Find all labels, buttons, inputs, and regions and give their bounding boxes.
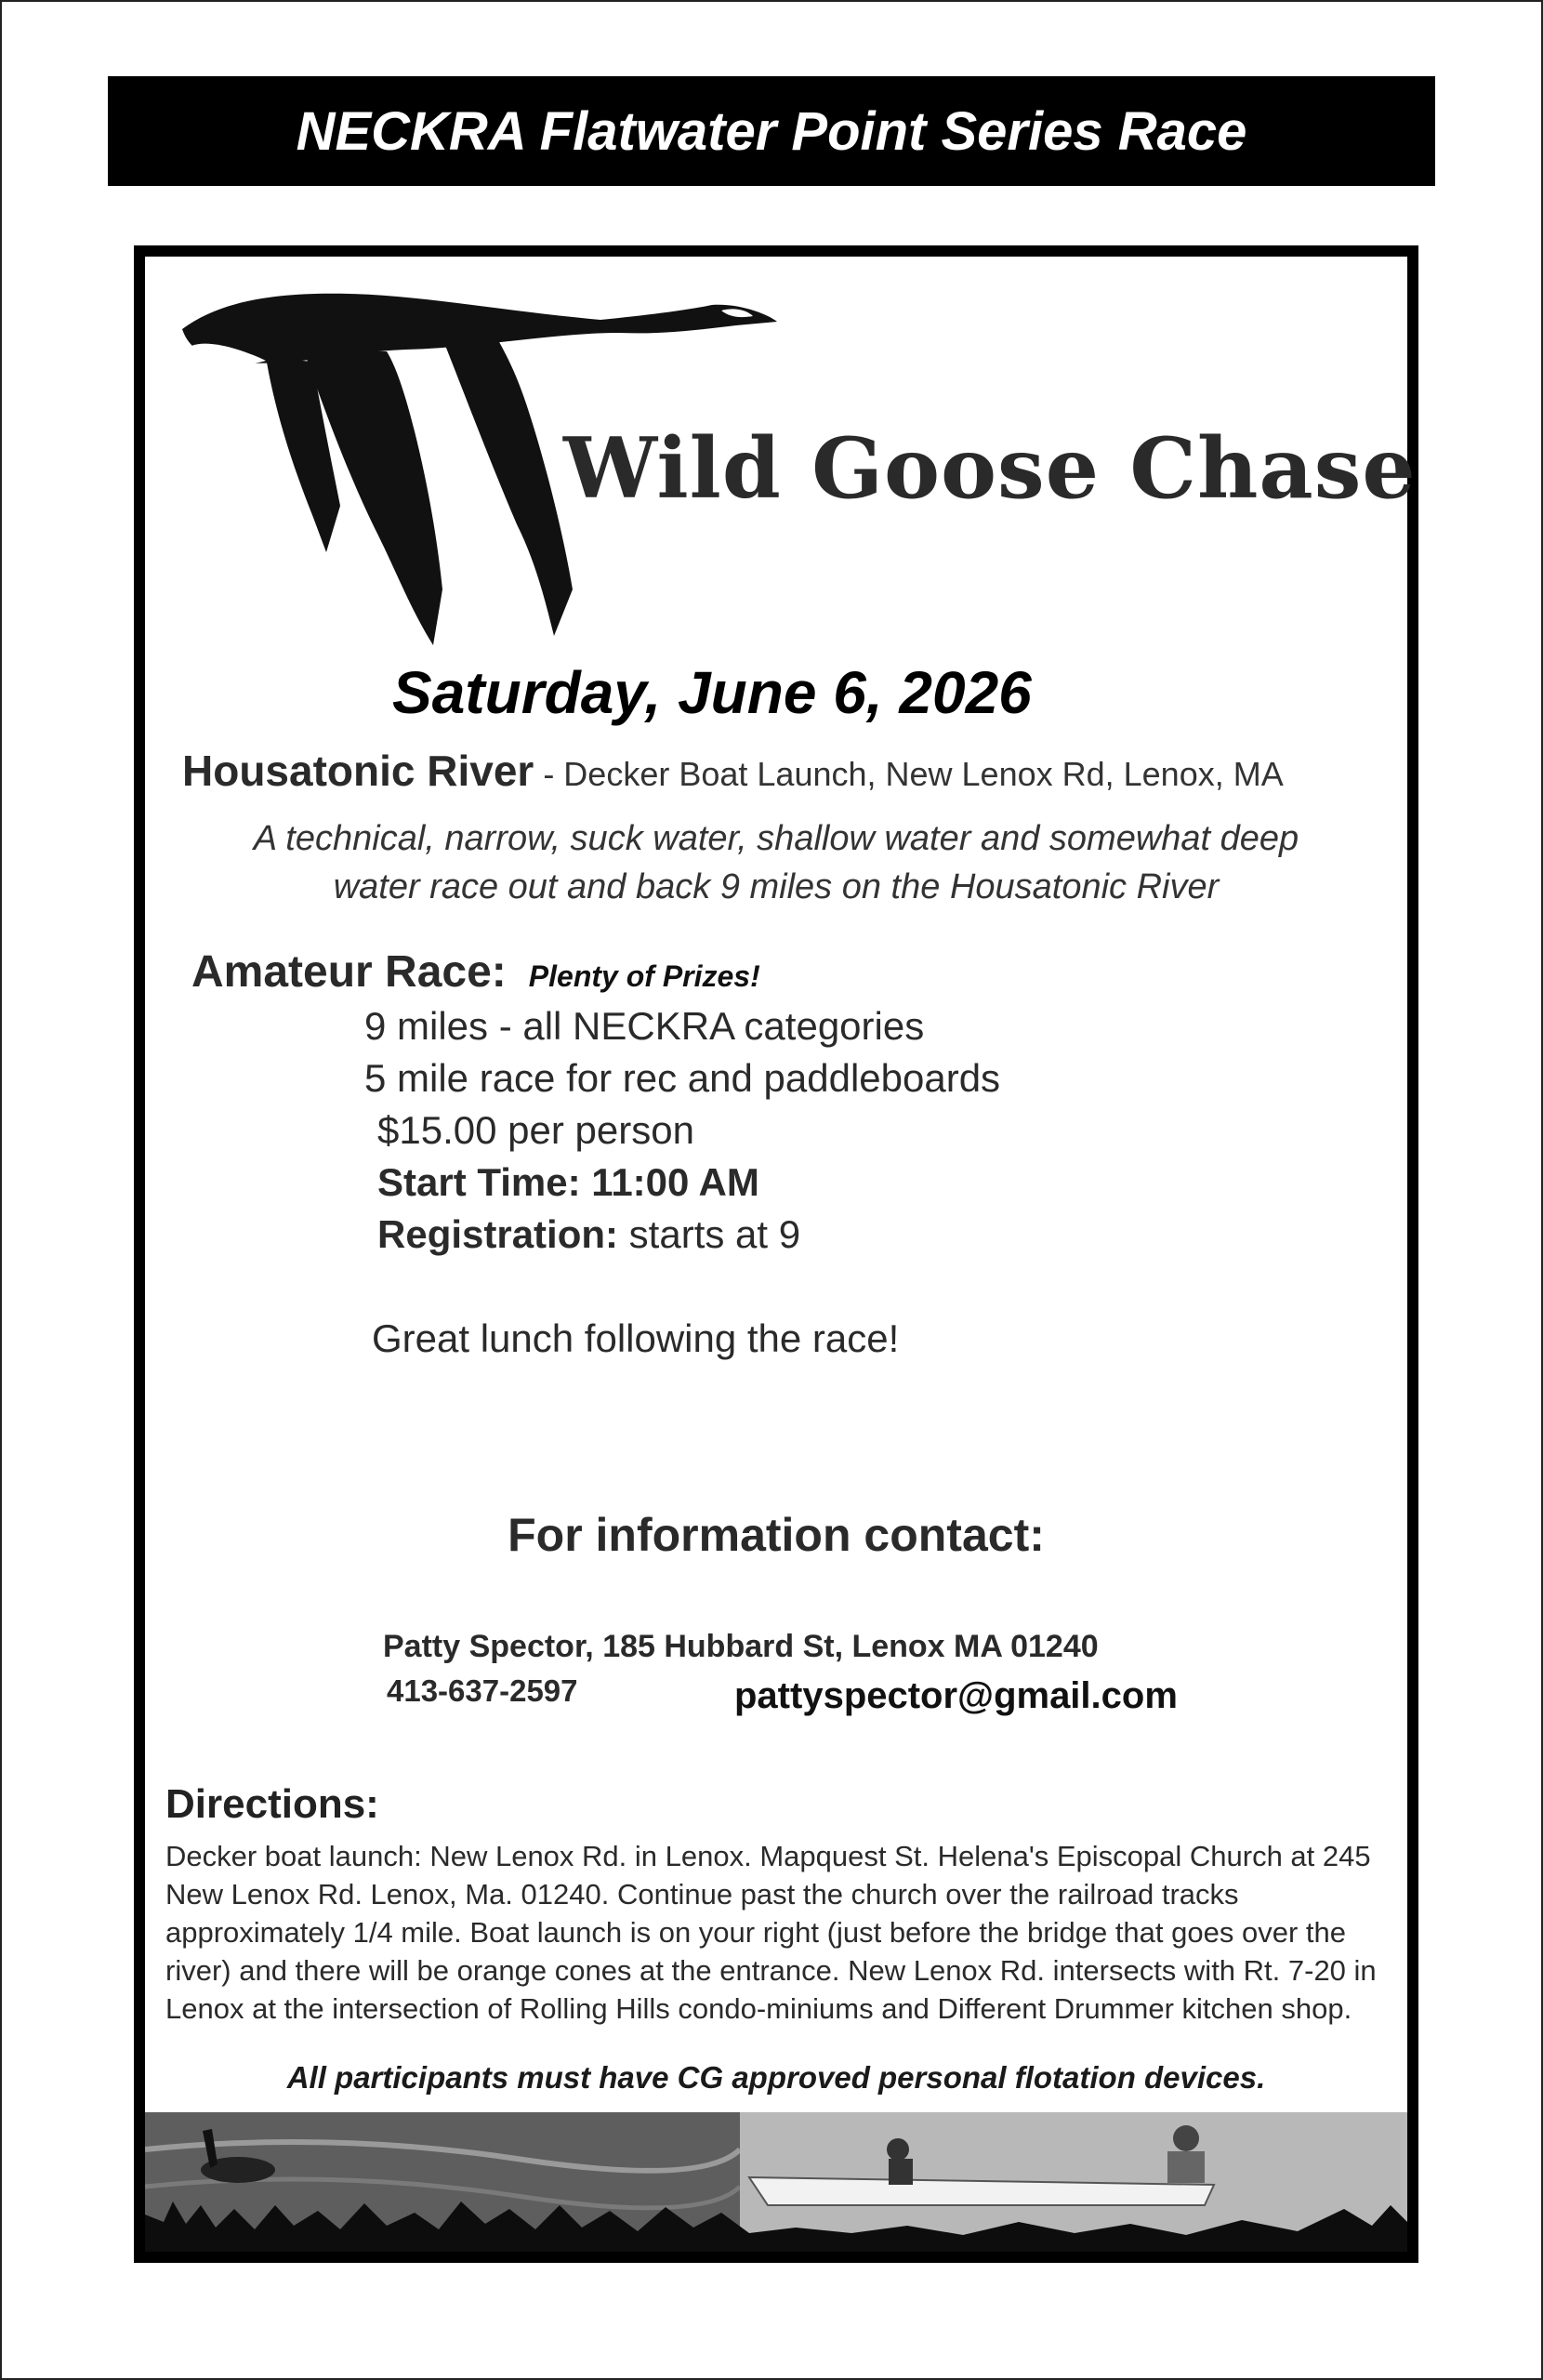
registration-value: starts at 9 <box>618 1212 801 1256</box>
race-detail-price: $15.00 per person <box>377 1108 694 1152</box>
event-date: Saturday, June 6, 2026 <box>392 659 1032 726</box>
race-description <box>145 814 1407 911</box>
race-registration <box>377 1212 800 1257</box>
contact-email: pattyspector@gmail.com <box>734 1675 1178 1716</box>
description-line: water race out and back 9 miles on the Housatonic River <box>333 867 1220 906</box>
river-name: Housatonic River <box>182 747 534 795</box>
contact-phone: 413-637-2597 <box>387 1673 578 1708</box>
contact-name-address: Patty Spector, 185 Hubbard St, Lenox MA 01240 <box>383 1629 1099 1664</box>
launch-location: - Decker Boat Launch, New Lenox Rd, Lenox, MA <box>534 755 1284 793</box>
pfd-notice: All participants must have CG approved personal flotation devices. <box>286 2060 1266 2095</box>
paddler <box>887 2138 909 2161</box>
race-detail-distance: 9 miles - all NECKRA categories <box>364 1004 925 1048</box>
registration-label: Registration: <box>377 1212 619 1256</box>
directions-heading: Directions: <box>165 1781 379 1827</box>
event-location <box>182 746 1284 796</box>
race-detail-rec: 5 mile race for rec and paddleboards <box>364 1056 1001 1100</box>
paddler <box>1173 2125 1199 2151</box>
directions-text: Decker boat launch: New Lenox Rd. in Lenox. Mapquest St. Helena's Episcopal Church at 245 New Lenox Rd. Lenox, Ma. 01240. Continue past the church over the railroad tracks approximately 1/4 mile. Boat launch is on your right (just before the bridge that goes over the river) and there will be orange cones at the entrance. New Lenox Rd. intersects with Rt. 7-20 in Lenox at the intersection of Rolling Hills condo-miniums and Different Drummer kitchen shop. <box>165 1840 1377 2025</box>
amateur-race-label: Amateur Race: <box>191 947 507 997</box>
contact-heading: For information contact: <box>508 1509 1045 1561</box>
series-banner: NECKRA Flatwater Point Series Race <box>108 76 1435 186</box>
description-line: A technical, narrow, suck water, shallow water and somewhat deep <box>253 819 1299 858</box>
event-title: Wild Goose Chase <box>563 419 1417 518</box>
amateur-race-heading <box>191 946 760 998</box>
lunch-note: Great lunch following the race! <box>372 1316 900 1360</box>
race-start-time: Start Time: 11:00 AM <box>377 1160 759 1204</box>
river-photo <box>145 2112 1407 2252</box>
prizes-note: Plenty of Prizes! <box>528 959 760 993</box>
race-flyer <box>134 245 1418 2263</box>
